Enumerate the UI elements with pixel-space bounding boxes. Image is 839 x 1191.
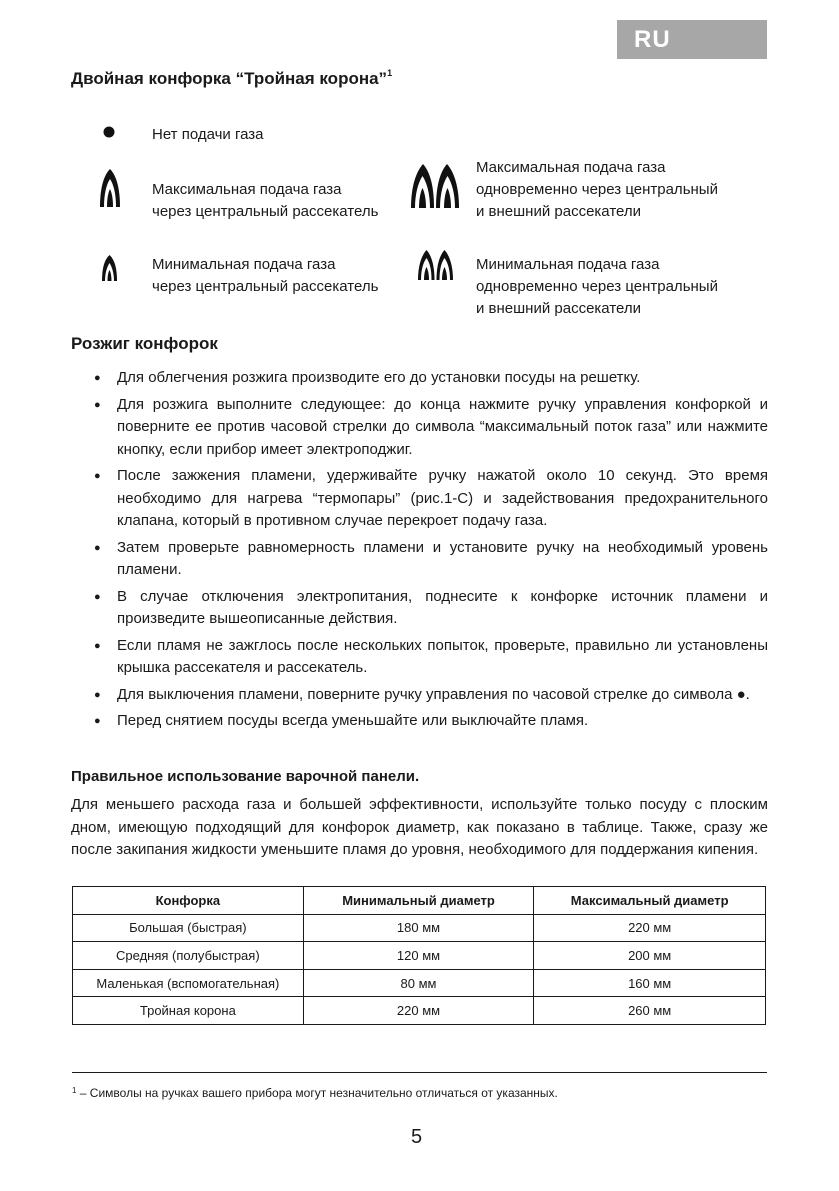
section-title-correct-use: Правильное использование варочной панели. (71, 768, 420, 785)
table-row (73, 942, 766, 970)
symbol-label-max-both: Максимальная подача газа одновременно через центральный и внешний рассекатели (476, 159, 718, 220)
table-cell: 260 мм (534, 997, 766, 1025)
list-item: ● Перед снятием посуды всегда уменьшайте или выключайте пламя. (90, 710, 768, 733)
language-badge: RU (617, 20, 767, 59)
table-cell: 220 мм (303, 997, 534, 1025)
table-header-cell: Минимальный диаметр (303, 887, 534, 915)
list-item: ● Для облегчения розжига производите его до установки посуды на решетку. (90, 367, 768, 390)
table-row (73, 914, 766, 942)
ignition-instructions-list (90, 367, 768, 737)
table-cell: 160 мм (534, 969, 766, 997)
table-cell: Тройная корона (73, 997, 304, 1025)
list-item: ● После зажжения пламени, удерживайте ручку нажатой около 10 секунд. Это время необходимо для нагрева “термопары” (рис.1-С) и задействования предохранительного клапана, который в противном случае перекроет подачу газа. (90, 465, 768, 533)
table-cell: Большая (быстрая) (73, 914, 304, 942)
list-item: ● Для розжига выполните следующее: до конца нажмите ручку управления конфоркой и поверните ее против часовой стрелки до символа “максимальный поток газа” или нажмите кнопку, если прибор имеет электроподжиг. (90, 394, 768, 462)
list-item: ● В случае отключения электропитания, поднесите к конфорке источник пламени и произведите вышеописанные действия. (90, 586, 768, 631)
table-cell: Маленькая (вспомогательная) (73, 969, 304, 997)
double-flame-small-icon (417, 249, 454, 281)
symbol-label-off: Нет подачи газа (152, 126, 264, 143)
footnote: $^1$ – Символы на ручках вашего прибора могут незначительно отличаться от указанных. (72, 1086, 558, 1100)
section-title-ignition: Розжиг конфорок (71, 334, 218, 353)
symbol-label-min-center: Минимальная подача газа через центральный рассекатель (152, 256, 379, 295)
list-item: ● Если пламя не зажглось после нескольких попыток, проверьте, правильно ли установлены крышка рассекателя и рассекатель. (90, 635, 768, 680)
section-title-triple-crown: Двойная конфорка “Тройная корона”$^1$ (71, 68, 393, 88)
table-cell: 180 мм (303, 914, 534, 942)
page-number: 5 (411, 1126, 423, 1148)
table-header-cell: Максимальный диаметр (534, 887, 766, 915)
table-row (73, 997, 766, 1025)
flame-large-icon (99, 168, 121, 208)
dot-icon (103, 126, 115, 138)
symbol-label-max-center: Максимальная подача газа через центральный рассекатель (152, 181, 379, 220)
double-flame-large-icon (410, 163, 460, 209)
table-header-row (73, 887, 766, 915)
footnote-divider (72, 1072, 767, 1073)
flame-small-icon (101, 254, 118, 282)
table-cell: 80 мм (303, 969, 534, 997)
table-row (73, 969, 766, 997)
list-item: ● Для выключения пламени, поверните ручку управления по часовой стрелке до символа ●. (90, 684, 768, 707)
table-cell: 200 мм (534, 942, 766, 970)
symbol-label-min-both: Минимальная подача газа одновременно через центральный и внешний рассекатели (476, 256, 718, 317)
list-item: ● Затем проверьте равномерность пламени и установите ручку на необходимый уровень пламени. (90, 537, 768, 582)
table-cell: Средняя (полубыстрая) (73, 942, 304, 970)
table-header-cell: Конфорка (73, 887, 304, 915)
cookware-diameter-table (72, 886, 766, 1025)
table-cell: 220 мм (534, 914, 766, 942)
table-cell: 120 мм (303, 942, 534, 970)
correct-use-paragraph: Для меньшего расхода газа и большей эффективности, используйте только посуду с плоским дном, имеющую подходящий для конфорок диаметр, как показано в таблице. Также, сразу же после закипания жидкости уменьшите пламя до уровня, необходимого для поддержания кипения. (71, 796, 768, 858)
